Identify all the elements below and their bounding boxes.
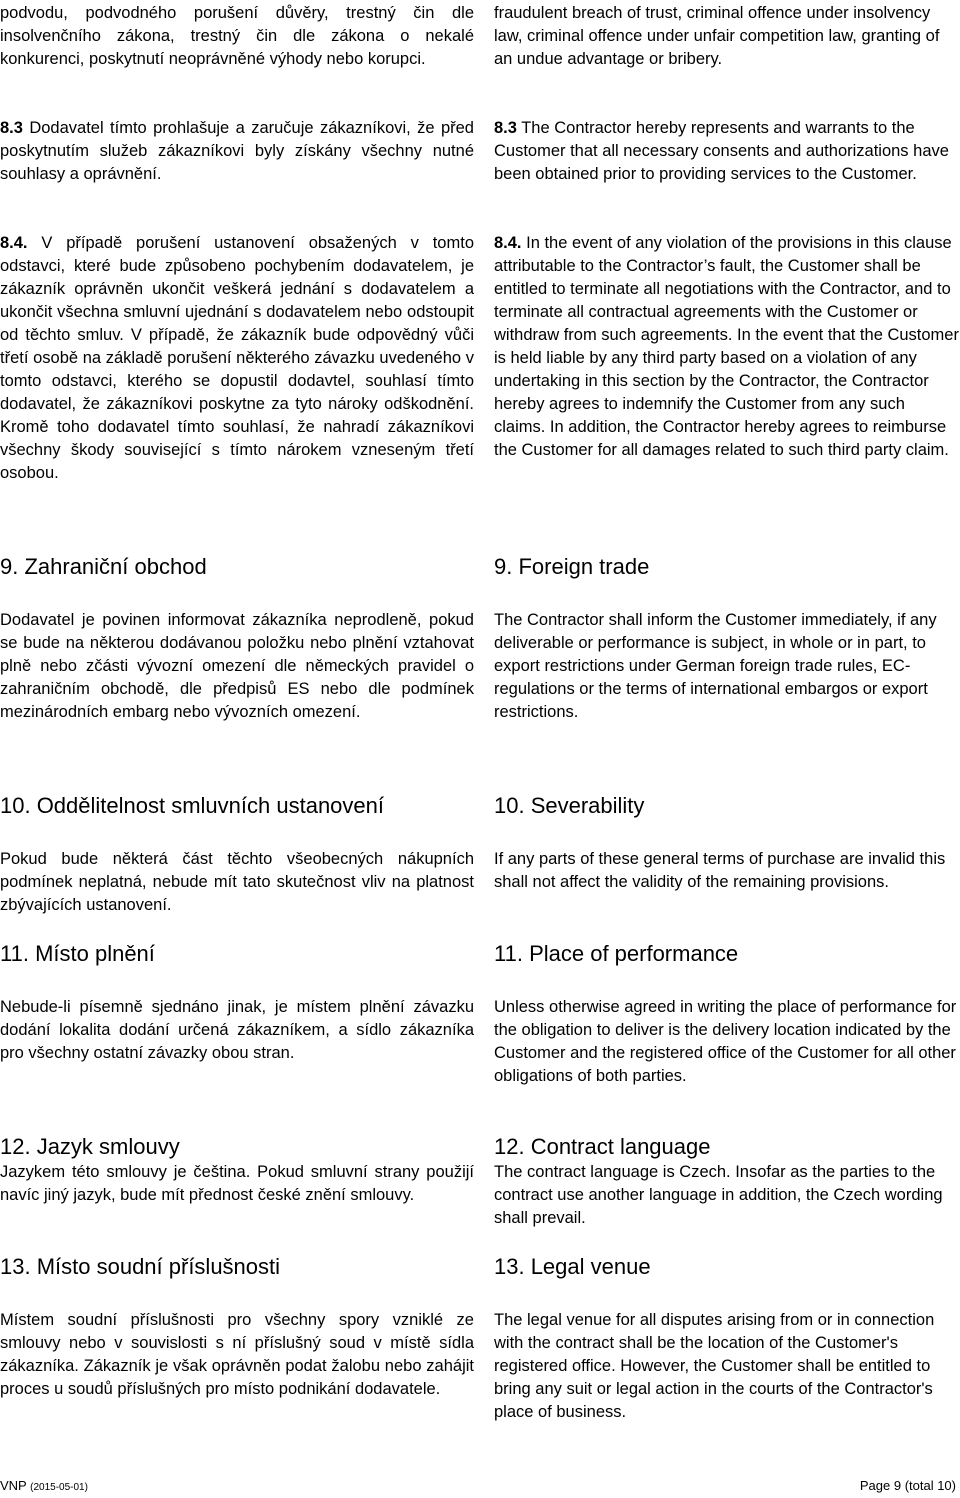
footer-doc-code: VNP — [0, 1478, 27, 1493]
en-paragraph-9: The Contractor shall inform the Customer immediately, if any deliverable or performance is subject, in whole or in part, to export restrictions under German foreign trade rules, EC-regulations or the terms of international embargos or export restrictions. — [494, 611, 937, 721]
footer-page-number: Page 9 (total 10) — [859, 1478, 956, 1493]
en-heading-9: 9. Foreign trade — [494, 554, 650, 579]
cz-paragraph-10: Pokud bude některá část těchto všeobecných nákupních podmínek neplatná, nebude mít tato skutečnost vliv na platnost zbývajících ustanovení. — [0, 850, 474, 914]
en-section-8-3-number: 8.3 — [494, 119, 517, 137]
cz-paragraph-13: Místem soudní příslušnosti pro všechny spory vzniklé ze smlouvy nebo v souvislosti s ní příslušný soud v místě sídla zákazníka. Zákazník je však oprávněn podat žalobu nebo zahájit proces u soudů příslušných pro místo podnikání dodavatele. — [0, 1311, 474, 1398]
cz-paragraph-11: Nebude-li písemně sjednáno jinak, je místem plnění závazku dodání lokalita dodání určená zákazníkem, a sídlo zákazníka pro všechny ostatní závazky obou stran. — [0, 998, 474, 1062]
en-section-8-4 — [494, 232, 960, 462]
cz-paragraph-12: Jazykem této smlouvy je čeština. Pokud smluvní strany použijí navíc jiný jazyk, bude mít přednost české znění smlouvy. — [0, 1163, 474, 1204]
cz-heading-13: 13. Místo soudní příslušnosti — [0, 1254, 281, 1279]
en-paragraph-11: Unless otherwise agreed in writing the place of performance for the obligation to deliver is the delivery location indicated by the Customer and the registered office of the Customer for all other obligations of both parties. — [494, 998, 957, 1085]
footer-doc-date: (2015-05-01) — [30, 1482, 88, 1493]
cz-section-8-3-text: Dodavatel tímto prohlašuje a zaručuje zákazníkovi, že před poskytnutím služeb zákazníkovi byly získány všechny nutné souhlasy a oprávnění. — [0, 119, 474, 183]
cz-heading-11: 11. Místo plnění — [0, 941, 155, 966]
cz-paragraph-9: Dodavatel je povinen informovat zákazníka neprodleně, pokud se bude na některou dodávanou položku nebo plnění vztahovat plně nebo zčásti vývozní omezení dle německých pravidel o zahraničním obchodě, dle předpisů ES nebo dle podmínek mezinárodních embarg nebo vývozních omezení. — [0, 611, 474, 721]
en-intro-paragraph: fraudulent breach of trust, criminal offence under insolvency law, criminal offence under unfair competition law, granting of an undue advantage or bribery. — [494, 4, 940, 68]
en-paragraph-10: If any parts of these general terms of purchase are invalid this shall not affect the validity of the remaining provisions. — [494, 850, 946, 891]
en-paragraph-12: The contract language is Czech. Insofar as the parties to the contract use another language in addition, the Czech wording shall prevail. — [494, 1163, 943, 1227]
cz-heading-10: 10. Oddělitelnost smluvních ustanovení — [0, 793, 385, 818]
cz-section-8-4-number: 8.4. — [0, 234, 28, 252]
en-section-8-3 — [494, 117, 960, 186]
en-heading-12: 12. Contract language — [494, 1134, 711, 1159]
en-section-8-4-text: In the event of any violation of the provisions in this clause attributable to the Contractor’s fault, the Customer shall be entitled to terminate all negotiations with the Contractor, and to terminate all contractual agreements with the Customer or withdraw from such agreements. In the event that the Customer is held liable by any third party based on a violation of any undertaking in this section by the Contractor, the Contractor hereby agrees to indemnify the Customer from any such claims. In addition, the Contractor hereby agrees to reimburse the Customer for all damages related to such third party claim. — [494, 234, 959, 459]
cz-section-8-4-text: V případě porušení ustanovení obsažených v tomto odstavci, které bude způsobeno pochybením dodavatelem, je zákazník oprávněn ukončit veškerá jednání s dodavatelem a ukončit všechna smluvní ujednání s dodavatelem nebo odstoupit od těchto smluv. V případě, že zákazník bude odpovědný vůči třetí osobě na základě porušení některého závazku uvedeného v tomto odstavci, kterého se dopustil dodavtel, souhlasí tímto dodavatel, že zákazníkovi poskytne za tyto nároky odškodnění. Kromě toho dodavatel tímto souhlasí, že nahradí zákazníkovi všechny škody související s tímto nárokem vzneseným třetí osobou. — [0, 234, 474, 482]
en-heading-11: 11. Place of performance — [494, 941, 739, 966]
cz-heading-12: 12. Jazyk smlouvy — [0, 1134, 180, 1159]
cz-section-8-3-number: 8.3 — [0, 119, 23, 137]
en-paragraph-13: The legal venue for all disputes arising from or in connection with the contract shall be the location of the Customer's registered office. However, the Customer shall be entitled to bring any suit or legal action in the courts of the Contractor's place of business. — [494, 1311, 935, 1421]
cz-intro-paragraph: podvodu, podvodného porušení důvěry, trestný čin dle insolvenčního zákona, trestný čin dle zákona o nekalé konkurenci, poskytnutí neoprávněné výhody nebo korupci. — [0, 4, 474, 68]
en-section-8-3-text: The Contractor hereby represents and warrants to the Customer that all necessary consents and authorizations have been obtained prior to providing services to the Customer. — [494, 119, 949, 183]
en-heading-13: 13. Legal venue — [494, 1254, 651, 1279]
cz-heading-9: 9. Zahraniční obchod — [0, 554, 207, 579]
en-section-8-4-number: 8.4. — [494, 234, 522, 252]
en-heading-10: 10. Severability — [494, 793, 645, 818]
cz-section-8-4 — [0, 232, 474, 485]
footer-doc-id — [0, 1478, 88, 1496]
cz-section-8-3 — [0, 117, 474, 186]
